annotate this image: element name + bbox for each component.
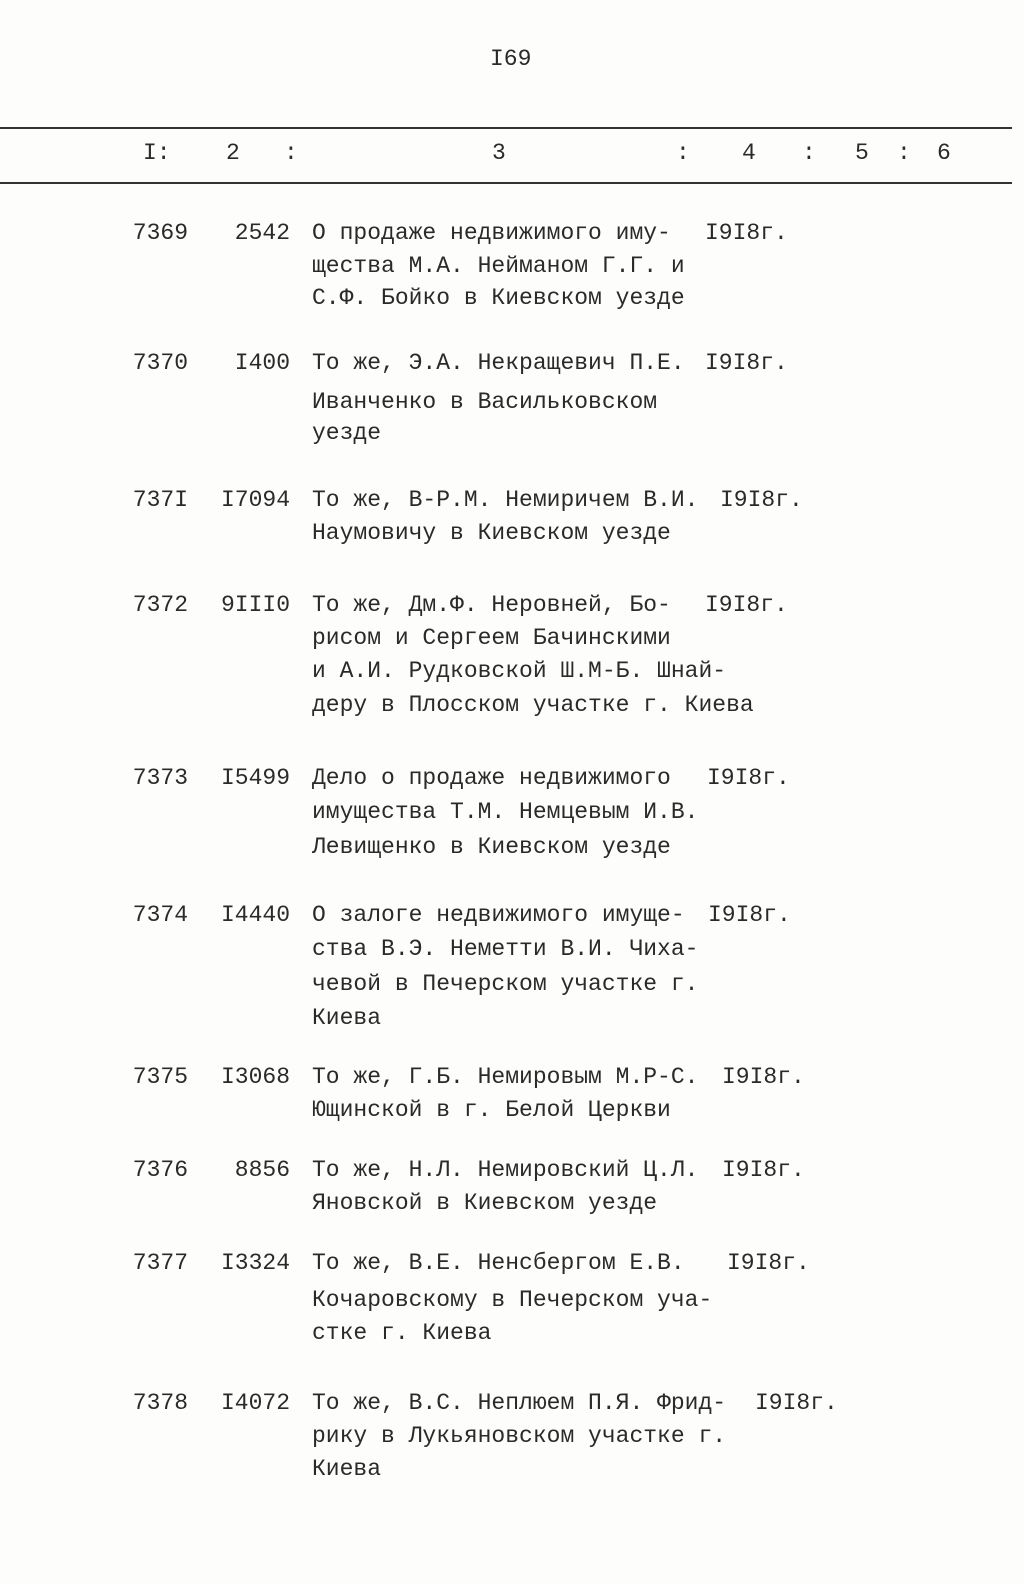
file-number: 9III0 [220,592,290,618]
entry-year: I9I8г. [720,487,803,513]
column-separator: : [802,140,816,166]
entry-year: I9I8г. [707,765,790,791]
entry-year: I9I8г. [722,1064,805,1090]
entry-year: I9I8г. [727,1250,810,1276]
column-header-3: 3 [492,140,506,166]
entry-description-line: Ющинской в г. Белой Церкви [312,1097,671,1123]
entry-number: 7378 [132,1390,188,1416]
entry-description-line: щества М.А. Нейманом Г.Г. и [312,253,685,279]
entry-description-line: деру в Плосском участке г. Киева [312,692,754,718]
entry-description-line: имущества Т.М. Немцевым И.В. [312,799,699,825]
entry-description-line: рисом и Сергеем Бачинскими [312,625,671,651]
column-header-2: 2 [226,140,240,166]
entry-year: I9I8г. [708,902,791,928]
column-header-5: 5 [855,140,869,166]
column-separator: : [284,140,298,166]
entry-number: 7372 [132,592,188,618]
entry-description-line: То же, Дм.Ф. Неровней, Бо- [312,592,671,618]
file-number: I3324 [220,1250,290,1276]
entry-number: 7370 [132,350,188,376]
entry-description-line: стке г. Киева [312,1320,492,1346]
entry-number: 7369 [132,220,188,246]
entry-description-line: То же, Н.Л. Немировский Ц.Л. [312,1157,699,1183]
entry-description-line: То же, В-Р.М. Немиричем В.И. [312,487,699,513]
entry-description-line: То же, В.С. Неплюем П.Я. Фрид- [312,1390,727,1416]
entry-description-line: Яновской в Киевском уезде [312,1190,658,1216]
column-separator: : [897,140,911,166]
file-number: I400 [234,350,290,376]
entry-number: 737I [132,487,188,513]
entry-description-line: уезде [312,420,382,446]
column-header-1: I: [143,140,171,166]
file-number: I7094 [220,487,290,513]
entry-description-line: Левищенко в Киевском уезде [312,834,671,860]
file-number: 2542 [234,220,290,246]
entry-description-line: Наумовичу в Киевском уезде [312,520,671,546]
entry-description-line: рику в Лукьяновском участке г. [312,1423,727,1449]
file-number: I4072 [220,1390,290,1416]
entry-description-line: Дело о продаже недвижимого [312,765,671,791]
entry-description-line: и А.И. Рудковской Ш.М-Б. Шнай- [312,658,727,684]
entry-description-line: С.Ф. Бойко в Киевском уезде [312,285,685,311]
header-bottom-rule [0,182,1012,184]
header-top-rule [0,127,1012,129]
column-header-4: 4 [742,140,756,166]
entry-description-line: Кочаровскому в Печерском уча- [312,1287,713,1313]
entry-number: 7373 [132,765,188,791]
entry-description-line: Киева [312,1456,382,1482]
column-separator: : [676,140,690,166]
entry-description-line: ства В.Э. Неметти В.И. Чиха- [312,936,699,962]
column-header-6: 6 [937,140,951,166]
page-number: I69 [490,46,532,72]
entry-description-line: То же, Э.А. Некращевич П.Е. [312,350,685,376]
entry-number: 7377 [132,1250,188,1276]
entry-year: I9I8г. [722,1157,805,1183]
file-number: I5499 [220,765,290,791]
entry-description-line: То же, В.Е. Ненсбергом Е.В. [312,1250,685,1276]
entry-description-line: О залоге недвижимого имуще- [312,902,685,928]
file-number: 8856 [234,1157,290,1183]
file-number: I3068 [220,1064,290,1090]
entry-description-line: чевой в Печерском участке г. [312,971,699,997]
entry-number: 7376 [132,1157,188,1183]
file-number: I4440 [220,902,290,928]
entry-description-line: О продаже недвижимого иму- [312,220,671,246]
entry-description-line: То же, Г.Б. Немировым М.Р-С. [312,1064,699,1090]
entry-year: I9I8г. [705,592,788,618]
entry-year: I9I8г. [755,1390,838,1416]
entry-year: I9I8г. [705,220,788,246]
entry-description-line: Киева [312,1005,382,1031]
entry-description-line: Иванченко в Васильковском [312,389,658,415]
entry-number: 7375 [132,1064,188,1090]
entry-number: 7374 [132,902,188,928]
entry-year: I9I8г. [705,350,788,376]
